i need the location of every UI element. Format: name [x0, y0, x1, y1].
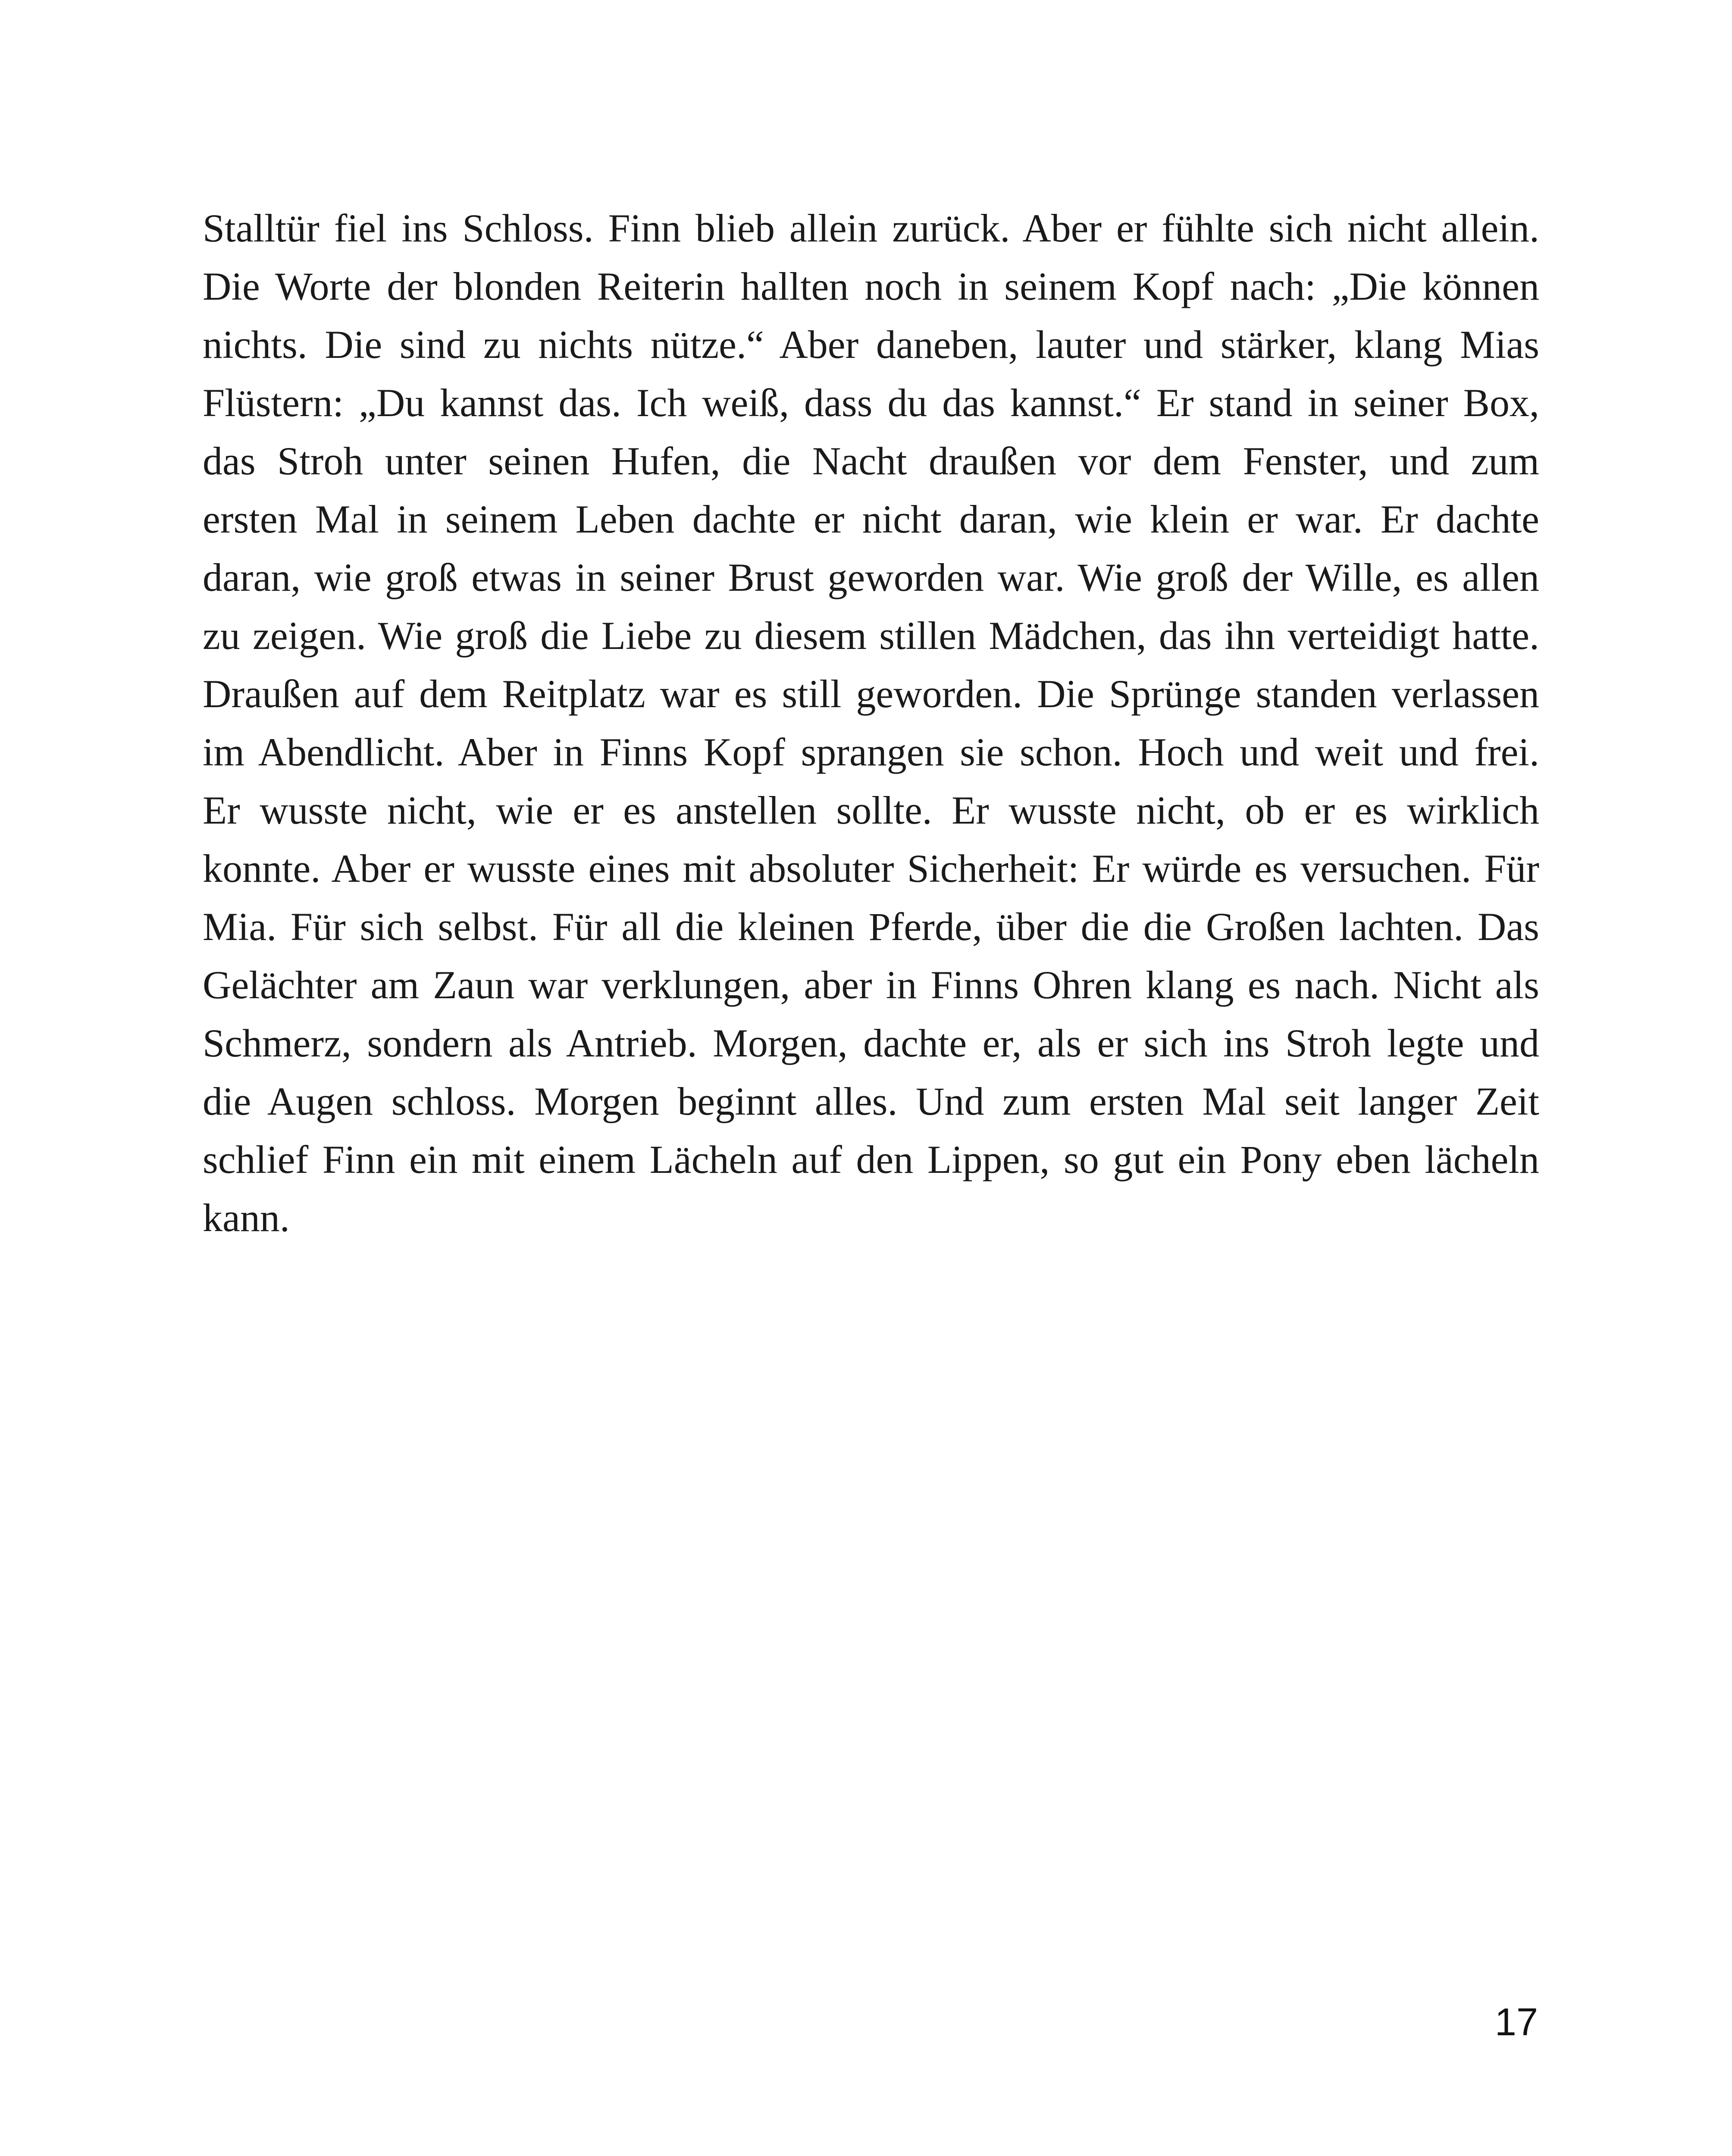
text-line: Gelächter am Zaun war verklungen, aber in Finns Ohren klang es nach. Nicht als	[203, 963, 1539, 1007]
text-line: nichts. Die sind zu nichts nütze.“ Aber daneben, lauter und stärker, klang Mias	[203, 323, 1539, 367]
text-line: die Augen schloss. Morgen beginnt alles. Und zum ersten Mal seit langer Zeit	[203, 1079, 1539, 1123]
text-line: daran, wie groß etwas in seiner Brust geworden war. Wie groß der Wille, es allen	[203, 555, 1539, 599]
text-line: zu zeigen. Wie groß die Liebe zu diesem stillen Mädchen, das ihn verteidigt hatte.	[203, 614, 1539, 658]
text-line: Flüstern: „Du kannst das. Ich weiß, dass du das kannst.“ Er stand in seiner Box,	[203, 381, 1539, 425]
text-line: im Abendlicht. Aber in Finns Kopf sprangen sie schon. Hoch und weit und frei.	[203, 730, 1539, 774]
text-line: konnte. Aber er wusste eines mit absoluter Sicherheit: Er würde es versuchen. Für	[203, 846, 1539, 890]
text-line: ersten Mal in seinem Leben dachte er nicht daran, wie klein er war. Er dachte	[203, 497, 1539, 541]
text-line: Draußen auf dem Reitplatz war es still geworden. Die Sprünge standen verlassen	[203, 672, 1539, 716]
text-line: Mia. Für sich selbst. Für all die kleinen Pferde, über die die Großen lachten. Das	[203, 905, 1539, 949]
text-line: Stalltür fiel ins Schloss. Finn blieb allein zurück. Aber er fühlte sich nicht allein.	[203, 206, 1539, 250]
text-line: das Stroh unter seinen Hufen, die Nacht draußen vor dem Fenster, und zum	[203, 439, 1539, 483]
text-line: Die Worte der blonden Reiterin hallten noch in seinem Kopf nach: „Die können	[203, 264, 1539, 308]
body-paragraph	[203, 199, 1539, 1247]
text-line: Schmerz, sondern als Antrieb. Morgen, dachte er, als er sich ins Stroh legte und	[203, 1021, 1539, 1065]
text-line: kann.	[203, 1196, 290, 1240]
page-number: 17	[1494, 2001, 1538, 2044]
text-line: Er wusste nicht, wie er es anstellen sollte. Er wusste nicht, ob er es wirklich	[203, 788, 1539, 832]
text-line: schlief Finn ein mit einem Lächeln auf den Lippen, so gut ein Pony eben lächeln	[203, 1138, 1539, 1181]
